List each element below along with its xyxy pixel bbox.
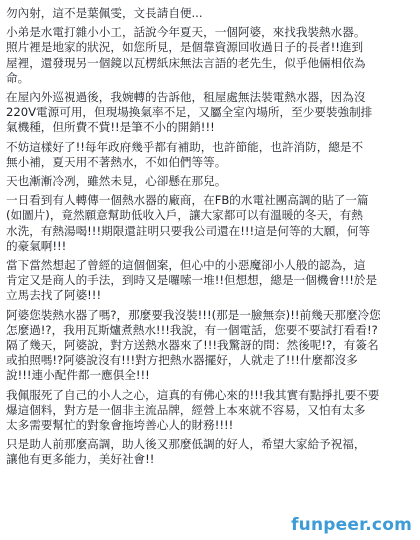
- post-paragraph: [6, 174, 414, 189]
- post-text-line: 立馬去找了阿婆!!!: [6, 288, 102, 303]
- post-paragraph: [6, 258, 414, 304]
- post-text-line: 或拍照嗎!?阿婆說沒有!!!對方把熱水器擺好，人就走了!!!什麼都沒多: [6, 353, 358, 368]
- post-text-line: (如圖片)，竟然願意幫助低收入戶，讓大家都可以有溫暖的冬天，有熱: [6, 208, 363, 223]
- post-body: [6, 6, 414, 472]
- post-text-line: 當下當然想起了曾經的這個個案，但心中的小惡魔卻小人般的認為，這: [6, 258, 366, 273]
- post-text-line: 爆這個料，對方是一個非主流品牌，經營上本來就不容易，又怕有太多: [6, 402, 366, 417]
- post-text-line: 勿內射，這不是葉佩雯，文長請自便...: [6, 6, 203, 20]
- post-text-line: 怎麼過!?，我用瓦斯爐煮熱水!!!我說，有一個電話，您要不要試打看看!?: [6, 322, 378, 337]
- post-text-line: 不妨這樣好了!!每年政府幾乎都有補助，也許節能，也許消防，總是不: [6, 139, 364, 154]
- post-text-line: 小弟是水電打雜小小工，話說今年夏天，一個阿婆，來找我裝熱水器。: [6, 25, 366, 40]
- post-text-line: 天也漸漸冷冽，雖然未見，心卻懸在那兒。: [6, 174, 227, 189]
- post-text-line: 無小補，夏天用不著熱水，不如伯們等等。: [6, 154, 227, 169]
- post-text-line: 命。: [6, 70, 30, 85]
- post-text-line: 我佩服死了自己的小人之心，這真的有佛心來的!!!我其實有點掙扎要不要: [6, 387, 380, 402]
- post-text-line: 阿婆您裝熱水器了嗎?，那麼要我沒裝!!!(那是一臉無奈)!!前幾天那麼冷您: [6, 307, 381, 322]
- post-text-line: 在屋內外巡視過後，我婉轉的告訴他，租屋處無法裝電熱水器，因為沒: [6, 90, 366, 105]
- post-paragraph: [6, 90, 414, 136]
- post-text-line: 隔了幾天，阿婆說，對方送熱水器來了!!!我驚訝的問：然後呢!?，有簽名: [6, 338, 379, 353]
- post-text-line: 氣機種，但所費不貲!!是筆不小的開銷!!!: [6, 120, 215, 135]
- post-paragraph: [6, 388, 414, 434]
- post-paragraph: [6, 25, 414, 86]
- post-text-line: 屋裡，還發現另一個鏡以瓦楞紙床無法言語的老先生，似乎他倆相依為: [6, 55, 366, 70]
- post-text-line: 太多需要幫忙的對象會拖垮善心人的財務!!!!: [6, 418, 234, 433]
- post-text-line: 一日看到有人轉傳一個熱水器的廠商，在FB的水電社團高調的貼了一篇: [6, 193, 369, 208]
- post-paragraph: [6, 6, 414, 21]
- post-text-line: 220V電源可用，但現場換氣率不足，又屬全室內場所，至少要裝強制排: [6, 105, 373, 120]
- post-text-line: 只是助人前那麼高調，助人後又那麼低調的好人，希望大家給予祝福，: [6, 437, 366, 452]
- post-text-line: 讓他有更多能力，美好社會!!: [6, 452, 155, 467]
- post-paragraph: [6, 308, 414, 384]
- post-paragraph: [6, 193, 414, 254]
- post-paragraph: [6, 140, 414, 170]
- post-text-line: 的豪氣啊!!!: [6, 238, 67, 253]
- post-text-line: 說!!!連小配件都一應俱全!!!: [6, 368, 150, 383]
- post-text-line: 肯定又是商人的手法，到時又是囉嗦一堆!!但想想，總是一個機會!!!於是: [6, 273, 378, 288]
- post-text-line: 照片裡是地家的狀況，如您所見，是個靠資源回收過日子的長者!!進到: [6, 40, 364, 55]
- post-paragraph: [6, 437, 414, 467]
- post-text-line: 水洗，有熱湯喝!!!期限還註明只要我公司還在!!!這是何等的大願，何等: [6, 223, 371, 238]
- site-watermark: funpeer.com: [291, 515, 412, 535]
